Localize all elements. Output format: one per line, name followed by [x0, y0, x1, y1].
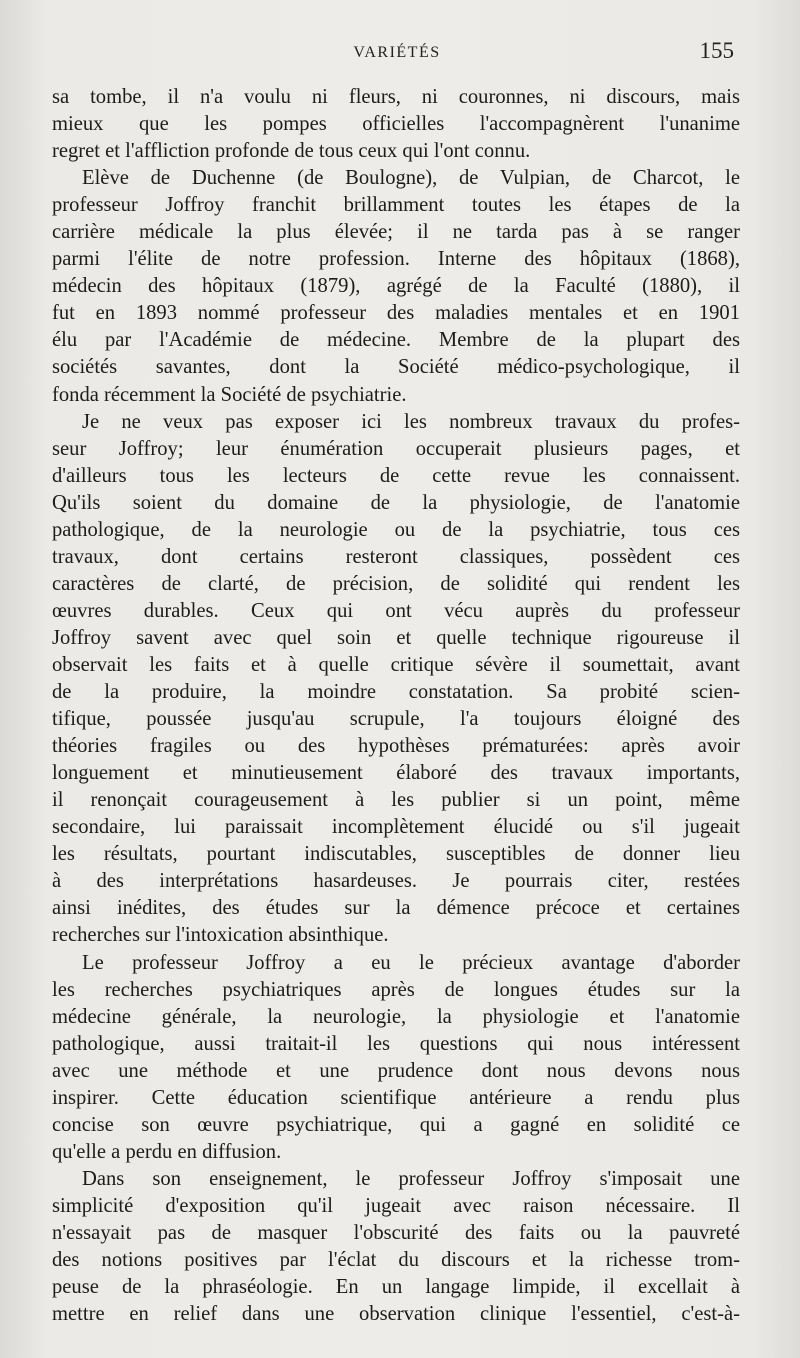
text-line: il renonçait courageusement à les publier si un point, même [52, 789, 740, 812]
text-line: des notions positives par l'éclat du discours et la richesse trom- [52, 1249, 740, 1272]
text-line: fut en 1893 nommé professeur des maladies mentales et en 1901 [52, 302, 740, 325]
text-line: sa tombe, il n'a voulu ni fleurs, ni couronnes, ni discours, mais [52, 86, 740, 108]
text-line: Le professeur Joffroy a eu le précieux avantage d'aborder [82, 951, 740, 974]
page-header [52, 38, 742, 78]
text-line: recherches sur l'intoxication absinthique. [52, 924, 389, 947]
text-line: professeur Joffroy franchit brillamment toutes les étapes de la [52, 194, 740, 217]
paragraph [52, 165, 740, 408]
text-line: peuse de la phraséologie. En un langage limpide, il excellait à [52, 1276, 740, 1299]
paragraph [52, 409, 740, 950]
text-line: Joffroy savent avec quel soin et quelle technique rigoureuse il [52, 626, 740, 649]
text-line: observait les faits et à quelle critique sévère il soumettait, avant [52, 653, 740, 676]
text-line: qu'elle a perdu en diffusion. [52, 1140, 282, 1163]
text-line: théories fragiles ou des hypothèses prématurées: après avoir [52, 735, 740, 758]
text-line: n'essayait pas de masquer l'obscurité des faits ou la pauvreté [52, 1221, 740, 1244]
text-line: les recherches psychiatriques après de longues études sur la [52, 978, 740, 1001]
text-line: longuement et minutieusement élaboré des travaux importants, [52, 762, 740, 785]
text-line: pathologique, aussi traitait-il les questions qui nous intéressent [52, 1032, 740, 1055]
body-text [52, 84, 740, 1328]
text-line: Elève de Duchenne (de Boulogne), de Vulpian, de Charcot, le [82, 167, 740, 190]
text-line: ainsi inédites, des études sur la démence précoce et certaines [52, 897, 740, 920]
text-line: mieux que les pompes officielles l'accompagnèrent l'unanime [52, 113, 740, 136]
text-line: tifique, poussée jusqu'au scrupule, l'a toujours éloigné des [52, 708, 740, 731]
text-line: élu par l'Académie de médecine. Membre de la plupart des [52, 329, 740, 352]
text-line: pathologique, de la neurologie ou de la psychiatrie, tous ces [52, 518, 740, 541]
page-number: 155 [699, 38, 734, 63]
text-line: mettre en relief dans une observation clinique l'essentiel, c'est-à- [52, 1303, 740, 1326]
text-line: seur Joffroy; leur énumération occuperait plusieurs pages, et [52, 437, 740, 460]
text-line: de la produire, la moindre constatation. Sa probité scien- [52, 681, 740, 704]
text-line: médecin des hôpitaux (1879), agrégé de la Faculté (1880), il [52, 275, 740, 298]
text-line: Dans son enseignement, le professeur Joffroy s'imposait une [82, 1167, 740, 1190]
paragraph [52, 84, 740, 165]
text-line: d'ailleurs tous les lecteurs de cette revue les connaissent. [52, 464, 740, 487]
text-line: à des interprétations hasardeuses. Je pourrais citer, restées [52, 870, 740, 893]
text-line: œuvres durables. Ceux qui ont vécu auprès du professeur [52, 599, 740, 622]
text-line: fonda récemment la Société de psychiatrie. [52, 383, 407, 406]
text-line: Qu'ils soient du domaine de la physiologie, de l'anatomie [52, 491, 740, 514]
text-line: secondaire, lui paraissait incomplètement élucidé ou s'il jugeait [52, 816, 740, 839]
text-line: inspirer. Cette éducation scientifique antérieure a rendu plus [52, 1086, 740, 1109]
running-head: VARIÉTÉS [353, 44, 441, 61]
text-line: carrière médicale la plus élevée; il ne tarda pas à se ranger [52, 221, 740, 244]
paragraph [52, 950, 740, 1166]
text-line: regret et l'affliction profonde de tous ceux qui l'ont connu. [52, 140, 531, 163]
text-line: sociétés savantes, dont la Société médico-psychologique, il [52, 356, 740, 379]
text-line: caractères de clarté, de précision, de solidité qui rendent les [52, 572, 740, 595]
text-line: travaux, dont certains resteront classiques, possèdent ces [52, 545, 740, 568]
text-line: les résultats, pourtant indiscutables, susceptibles de donner lieu [52, 843, 740, 866]
text-line: parmi l'élite de notre profession. Interne des hôpitaux (1868), [52, 248, 740, 271]
text-line: Je ne veux pas exposer ici les nombreux travaux du profes- [82, 410, 740, 433]
text-line: avec une méthode et une prudence dont nous devons nous [52, 1059, 740, 1082]
text-line: concise son œuvre psychiatrique, qui a gagné en solidité ce [52, 1113, 740, 1136]
paragraph [52, 1166, 740, 1328]
text-line: médecine générale, la neurologie, la physiologie et l'anatomie [52, 1005, 740, 1028]
text-line: simplicité d'exposition qu'il jugeait avec raison nécessaire. Il [52, 1194, 740, 1217]
